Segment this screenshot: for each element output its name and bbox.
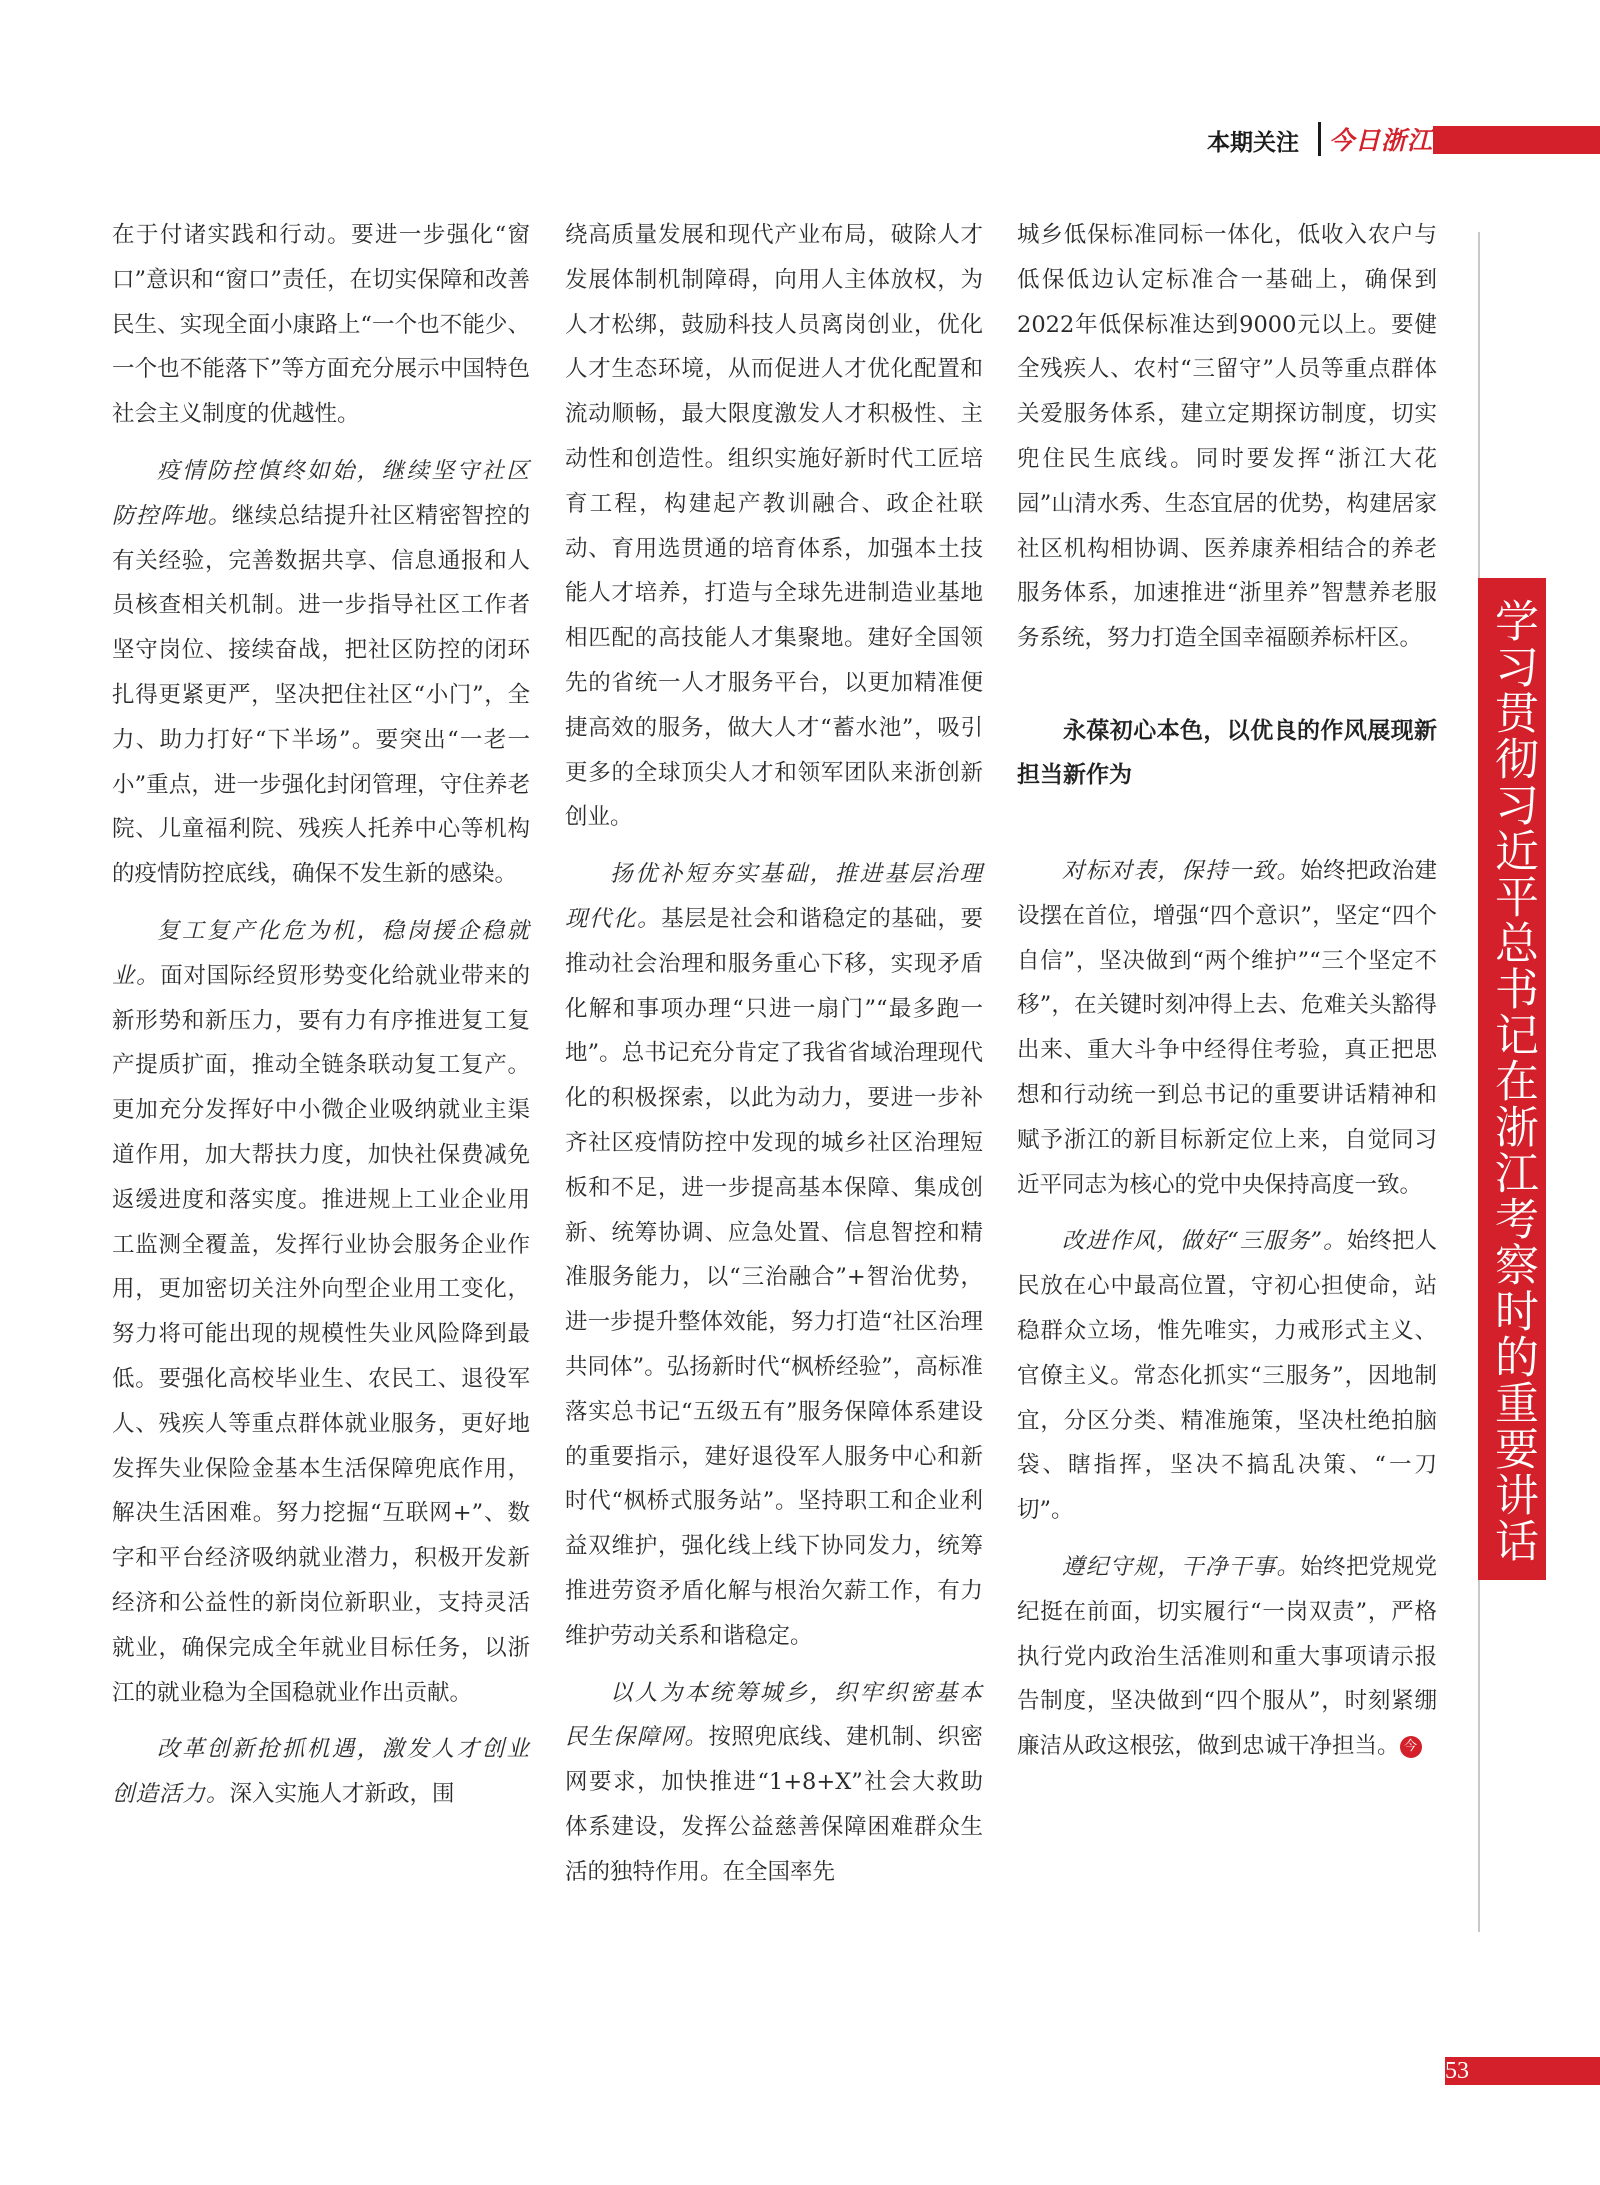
paragraph-body: 始终把人民放在心中最高位置，守初心担使命，站稳群众立场，惟先唯实，力戒形式主义、官僚主义。常态化抓实“三服务”，因地制宜，分区分类、精准施策，坚决杜绝拍脑袋、瞎指挥，坚决不搞乱决策、“一刀切”。 [1017, 1228, 1437, 1524]
paragraph [112, 1727, 530, 1817]
paragraph-lead: 遵纪守规，干净干事。 [1062, 1553, 1301, 1580]
column-1 [112, 213, 530, 1829]
header-red-bar [1433, 126, 1600, 154]
magazine-logo: 今日浙江 [1329, 126, 1434, 155]
paragraph-body: 基层是社会和谐稳定的基础，要推动社会治理和服务重心下移，实现矛盾化解和事项办理“只进一扇门”“最多跑一地”。总书记充分肯定了我省省域治理现代化的积极探索，以此为动力，要进一步补齐社区疫情防控中发现的城乡社区治理短板和不足，进一步提高基本保障、集成创新、统筹协调、应急处置、信息智控和精准服务能力，以“三治融合”+智治优势，进一步提升整体效能，努力打造“社区治理共同体”。弘扬新时代“枫桥经验”，高标准落实总书记“五级五有”服务保障体系建设的重要指示，建好退役军人服务中心和新时代“枫桥式服务站”。坚持职工和企业利益双维护，强化线上线下协同发力，统筹推进劳资矛盾化解与根治欠薪工作，有力维护劳动关系和谐稳定。 [565, 905, 983, 1649]
paragraph-lead: 复工复产化危为机，稳岗援企稳就业。 [112, 917, 530, 989]
side-banner-title: 学习贯彻习近平总书记在浙江考察时的重要讲话精神 [1419, 598, 1538, 1564]
paragraph: 绕高质量发展和现代产业布局，破除人才发展体制机制障碍，向用人主体放权，为人才松绑，鼓励科技人员离岗创业，优化人才生态环境，从而促进人才优化配置和流动顺畅，最大限度激发人才积极性、主动性和创造性。组织实施好新时代工匠培育工程，构建起产教训融合、政企社联动、育用选贯通的培育体系，加强本土技能人才培养，打造与全球先进制造业基地相匹配的高技能人才集聚地。建好全国领先的省统一人才服务平台，以更加精准便捷高效的服务，做大人才“蓄水池”，吸引更多的全球顶尖人才和领军团队来浙创新创业。 [565, 222, 983, 831]
section-label: 本期关注 [1207, 130, 1299, 156]
column-2 [565, 213, 983, 1906]
paragraph [1017, 1219, 1437, 1533]
paragraph-body: 始终把党规党纪挺在前面，切实履行“一岗双责”，严格执行党内政治生活准则和重大事项请示报告制度，坚决做到“四个服从”，时刻紧绷廉洁从政这根弦，做到忠诚干净担当。 [1017, 1553, 1437, 1760]
section-subheading: 永葆初心本色，以优良的作风展现新担当新作为 [1017, 717, 1437, 788]
article-end-icon: 今 [1400, 1736, 1422, 1758]
paragraph-body: 按照兜底线、建机制、织密网要求，加快推进“1+8+X”社会大救助体系建设，发挥公益慈善保障困难群众生活的独特作用。在全国率先 [565, 1724, 983, 1885]
paragraph-lead: 改进作风，做好“三服务”。 [1062, 1228, 1347, 1255]
paragraph: 在于付诸实践和行动。要进一步强化“窗口”意识和“窗口”责任，在切实保障和改善民生、实现全面小康路上“一个也不能少、一个也不能落下”等方面充分展示中国特色社会主义制度的优越性。 [112, 222, 530, 428]
paragraph [1017, 1545, 1437, 1769]
paragraph [112, 909, 530, 1715]
side-banner [1419, 578, 1546, 1580]
paragraph: 城乡低保标准同标一体化，低收入农户与低保低边认定标准合一基础上，确保到2022年低保标准达到9000元以上。要健全残疾人、农村“三留守”人员等重点群体关爱服务体系，建立定期探访制度，切实兜住民生底线。同时要发挥“浙江大花园”山清水秀、生态宜居的优势，构建居家社区机构相协调、医养康养相结合的养老服务体系，加速推进“浙里养”智慧养老服务系统，努力打造全国幸福颐养标杆区。 [1017, 222, 1437, 652]
paragraph [565, 1671, 983, 1895]
paragraph-lead: 疫情防控慎终如始，继续坚守社区防控阵地。 [112, 457, 530, 529]
page-number: 53 [1445, 2058, 1469, 2084]
paragraph-lead: 对标对表，保持一致。 [1062, 857, 1301, 884]
paragraph [112, 449, 530, 897]
paragraph-lead: 以人为本统筹城乡，织牢织密基本民生保障网。 [565, 1679, 983, 1751]
paragraph [1017, 849, 1437, 1207]
page-header [1195, 118, 1600, 162]
paragraph-body: 面对国际经贸形势变化给就业带来的新形势和新压力，要有力有序推进复工复产提质扩面，推动全链条联动复工复产。更加充分发挥好中小微企业吸纳就业主渠道作用，加大帮扶力度，加快社保费减免返缓进度和落实度。推进规上工业企业用工监测全覆盖，发挥行业协会服务企业作用，更加密切关注外向型企业用工变化，努力将可能出现的规模性失业风险降到最低。要强化高校毕业生、农民工、退役军人、残疾人等重点群体就业服务，更好地发挥失业保险金基本生活保障兜底作用，解决生活困难。努力挖掘“互联网+”、数字和平台经济吸纳就业潜力，积极开发新经济和公益性的新岗位新职业，支持灵活就业，确保完成全年就业目标任务，以浙江的就业稳为全国稳就业作出贡献。 [112, 962, 530, 1706]
paragraph [565, 852, 983, 1658]
column-3 [1017, 213, 1437, 1781]
paragraph-body: 继续总结提升社区精密智控的有关经验，完善数据共享、信息通报和人员核查相关机制。进一步指导社区工作者坚守岗位、接续奋战，把社区防控的闭环扎得更紧更严，坚决把住社区“小门”，全力、助力打好“下半场”。要突出“一老一小”重点，进一步强化封闭管理，守住养老院、儿童福利院、残疾人托养中心等机构的疫情防控底线，确保不发生新的感染。 [112, 502, 530, 888]
header-divider [1318, 122, 1321, 156]
paragraph-lead: 改革创新抢抓机遇，激发人才创业创造活力。 [112, 1736, 530, 1808]
paragraph-body: 深入实施人才新政，围 [229, 1781, 455, 1808]
page-number-tab [1445, 2057, 1600, 2085]
paragraph-body: 始终把政治建设摆在首位，增强“四个意识”，坚定“四个自信”，坚决做到“两个维护”“三个坚定不移”，在关键时刻冲得上去、危难关头豁得出来、重大斗争中经得住考验，真正把思想和行动统一到总书记的重要讲话精神和赋予浙江的新目标新定位上来，自觉同习近平同志为核心的党中央保持高度一致。 [1017, 857, 1437, 1198]
paragraph-lead: 扬优补短夯实基础，推进基层治理现代化。 [565, 861, 983, 932]
